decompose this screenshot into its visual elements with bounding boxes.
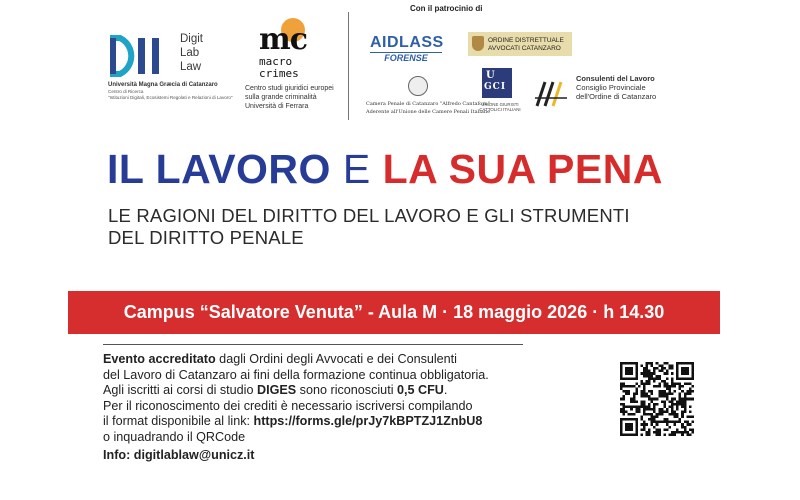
qr-code-icon[interactable] xyxy=(620,362,694,436)
dll-line-law: Law xyxy=(180,61,202,73)
subtitle-line-1: LE RAGIONI DEL DIRITTO DEL LAVORO E GLI STRUMENTI xyxy=(108,205,630,226)
info-line-3-a: Agli iscritti ai corsi di studio xyxy=(103,383,257,397)
dll-center xyxy=(108,89,258,100)
digit-lab-law-name xyxy=(180,32,203,74)
registration-link[interactable]: https://forms.gle/prJy7kBPTZJ1ZnbU8 xyxy=(253,414,483,428)
macro-crimes-logo xyxy=(245,18,345,118)
ugci-caption xyxy=(478,102,522,112)
aidlass-sub: FORENSE xyxy=(370,52,442,63)
info-cfu: 0,5 CFU xyxy=(397,383,444,397)
ugci-letters: GCI xyxy=(484,82,507,92)
dll-line-digit: Digit xyxy=(180,33,204,45)
camera-line-2: Aderente all'Unione delle Camere Penali Italiane xyxy=(366,109,491,115)
dll-center-line-1: Centro di Ricerca xyxy=(108,89,144,94)
info-line-1-rest: dagli Ordini degli Avvocati e dei Consulenti xyxy=(215,352,457,366)
camera-line-1: Camera Penale di Catanzaro "Alfredo Cantafora" xyxy=(366,101,490,107)
ordine-avvocati-logo xyxy=(468,32,572,56)
title-part-lavoro: IL LAVORO xyxy=(107,146,331,192)
info-accredited: Evento accreditato xyxy=(103,352,216,366)
subtitle-line-2: DEL DIRITTO PENALE xyxy=(108,227,304,248)
event-details-banner xyxy=(68,291,720,334)
dll-line-lab: Lab xyxy=(180,47,200,59)
info-line-3 xyxy=(103,383,573,399)
info-line-5-a: il format disponibile al link: xyxy=(103,414,254,428)
info-line-5 xyxy=(103,414,573,430)
macro-crimes-word-2: crimes xyxy=(259,67,299,80)
info-line-2: del Lavoro di Catanzaro ai fini della formazione continua obbligatoria. xyxy=(103,367,489,382)
info-email[interactable] xyxy=(103,448,255,462)
dll-center-line-2: "Istituzioni Digitali, Ecosistemi Regolati e Relazioni di Lavoro" xyxy=(108,94,233,100)
consulenti-line-3: dell'Ordine di Catanzaro xyxy=(576,92,657,101)
digit-lab-law-mark-icon xyxy=(108,34,170,78)
info-line-1 xyxy=(103,352,573,368)
macro-crimes-mark: mc xyxy=(259,22,308,57)
ordine-name xyxy=(488,37,564,52)
accreditation-info xyxy=(103,352,573,445)
info-line-6: o inquadrando il QRCode xyxy=(103,429,246,444)
info-line-3-c: . xyxy=(443,383,448,397)
ugci-emblem-icon xyxy=(482,68,512,98)
consulenti-lavoro-mark-icon xyxy=(533,78,569,108)
camera-penale-name xyxy=(366,100,490,116)
title-part-e: E xyxy=(330,146,383,192)
macro-crimes-word-1: macro xyxy=(259,55,293,68)
digit-lab-law-logo xyxy=(108,30,233,100)
title-part-pena: LA SUA PENA xyxy=(382,146,663,192)
header-divider xyxy=(348,12,349,120)
event-subtitle xyxy=(108,205,728,249)
consulenti-lavoro-name xyxy=(576,74,656,101)
ordine-line-2: AVVOCATI CATANZARO xyxy=(488,44,561,52)
aidlass-name: AIDLASS xyxy=(370,34,444,51)
info-email-text[interactable]: Info: digitlablaw@unicz.it xyxy=(103,448,255,462)
macro-crimes-description xyxy=(245,84,345,111)
event-details-text: Campus “Salvatore Venuta” - Aula M · 18 maggio 2026 · h 14.30 xyxy=(123,302,665,322)
aidlass-forense-logo xyxy=(370,34,450,63)
dll-university: Università Magna Græcia di Catanzaro xyxy=(108,82,218,88)
ugci-caption-2: CATTOLICI ITALIANI xyxy=(479,107,521,112)
event-title xyxy=(107,146,663,193)
info-line-4: Per il riconoscimento dei crediti è necessario iscriversi compilando xyxy=(103,398,473,413)
ordine-line-1: ORDINE DISTRETTUALE xyxy=(488,37,564,44)
info-line-3-b: sono riconosciuti xyxy=(296,383,397,397)
patrocinio-label: Con il patrocinio di xyxy=(410,4,483,13)
mc-desc-line-1: Centro studi giuridici europei xyxy=(245,85,334,92)
camera-penale-emblem-icon xyxy=(408,76,428,96)
ugci-top-letter: U xyxy=(486,70,495,81)
consulenti-line-1: Consulenti del Lavoro xyxy=(576,74,655,83)
ordine-crest-icon xyxy=(472,36,484,51)
mc-desc-line-3: Università di Ferrara xyxy=(245,103,309,110)
ugci-caption-1: UNIONE GIURISTI xyxy=(481,102,519,107)
info-divider xyxy=(103,344,523,345)
consulenti-line-2: Consiglio Provinciale xyxy=(576,83,646,92)
info-diges: DIGES xyxy=(256,383,297,397)
macro-crimes-wordmark xyxy=(259,56,299,80)
mc-desc-line-2: sulla grande criminalità xyxy=(245,94,317,101)
